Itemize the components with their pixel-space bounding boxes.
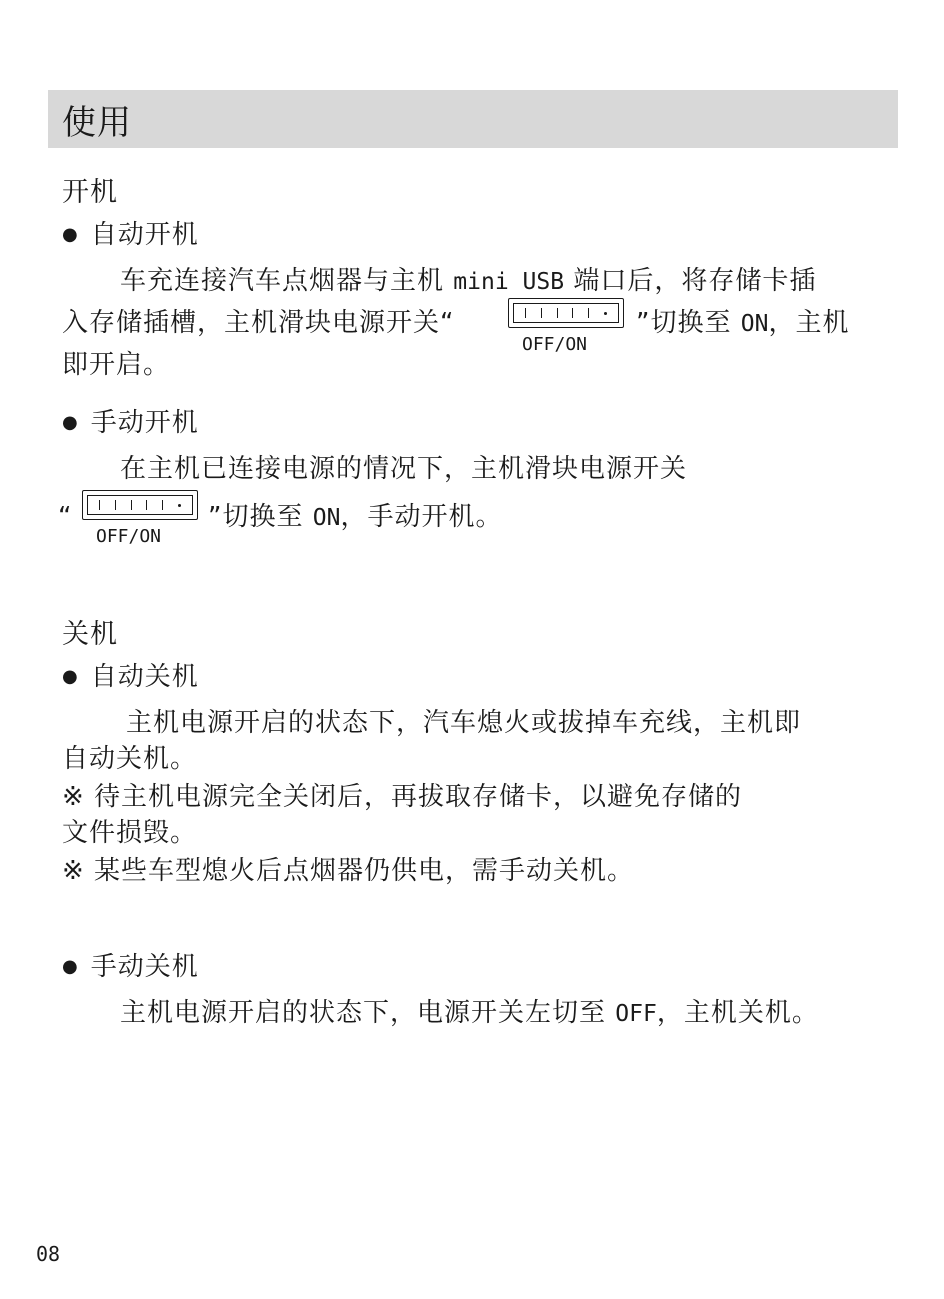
manual-power-on-bullet — [62, 406, 199, 443]
note-2: ※ 某些车型熄火后点烟器仍供电，需手动关机。 — [62, 856, 635, 886]
auto-off-line-1: 主机电源开启的状态下，汽车熄火或拔掉车充线，主机即 — [126, 708, 802, 738]
page-number: 08 — [36, 1242, 61, 1266]
auto-on-line-2a: 入存储插槽，主机滑块电源开关“ — [62, 308, 455, 338]
note-1-line-2: 文件损毁。 — [62, 818, 198, 848]
auto-off-line-2: 自动关机。 — [62, 744, 198, 774]
section-title: 使用 — [62, 102, 132, 143]
section-header — [48, 90, 898, 148]
manual-power-off-label: 手动关机 — [90, 952, 199, 982]
switch-label: OFF/ON — [522, 334, 588, 355]
manual-on-line-2: ”切换至 ON，手动开机。 — [208, 502, 503, 532]
auto-power-off-bullet — [62, 660, 199, 697]
manual-on-quote-open: “ — [58, 502, 73, 532]
note-1-line-1: ※ 待主机电源完全关闭后，再拔取存储卡，以避免存储的 — [62, 782, 743, 812]
manual-power-off-bullet — [62, 950, 199, 987]
auto-power-on-bullet — [62, 218, 199, 255]
mini-usb-text: mini USB — [453, 269, 565, 295]
manual-on-line-1: 在主机已连接电源的情况下，主机滑块电源开关 — [120, 454, 688, 484]
manual-off-line-1: 主机电源开启的状态下，电源开关左切至 OFF，主机关机。 — [120, 998, 819, 1028]
manual-power-on-label: 手动开机 — [90, 408, 199, 438]
auto-on-line-2b: ”切换至 ON，主机 — [636, 308, 850, 338]
auto-power-off-label: 自动关机 — [90, 662, 199, 692]
auto-on-line-1: 车充连接汽车点烟器与主机 mini USB 端口后，将存储卡插 — [120, 266, 817, 296]
power-on-heading: 开机 — [62, 177, 118, 208]
power-off-heading: 关机 — [62, 619, 118, 650]
switch-label: OFF/ON — [96, 526, 162, 547]
auto-on-line-3: 即开启。 — [62, 350, 171, 380]
auto-power-on-label: 自动开机 — [90, 220, 199, 250]
power-switch-diagram — [82, 490, 198, 547]
power-switch-diagram — [508, 298, 624, 355]
